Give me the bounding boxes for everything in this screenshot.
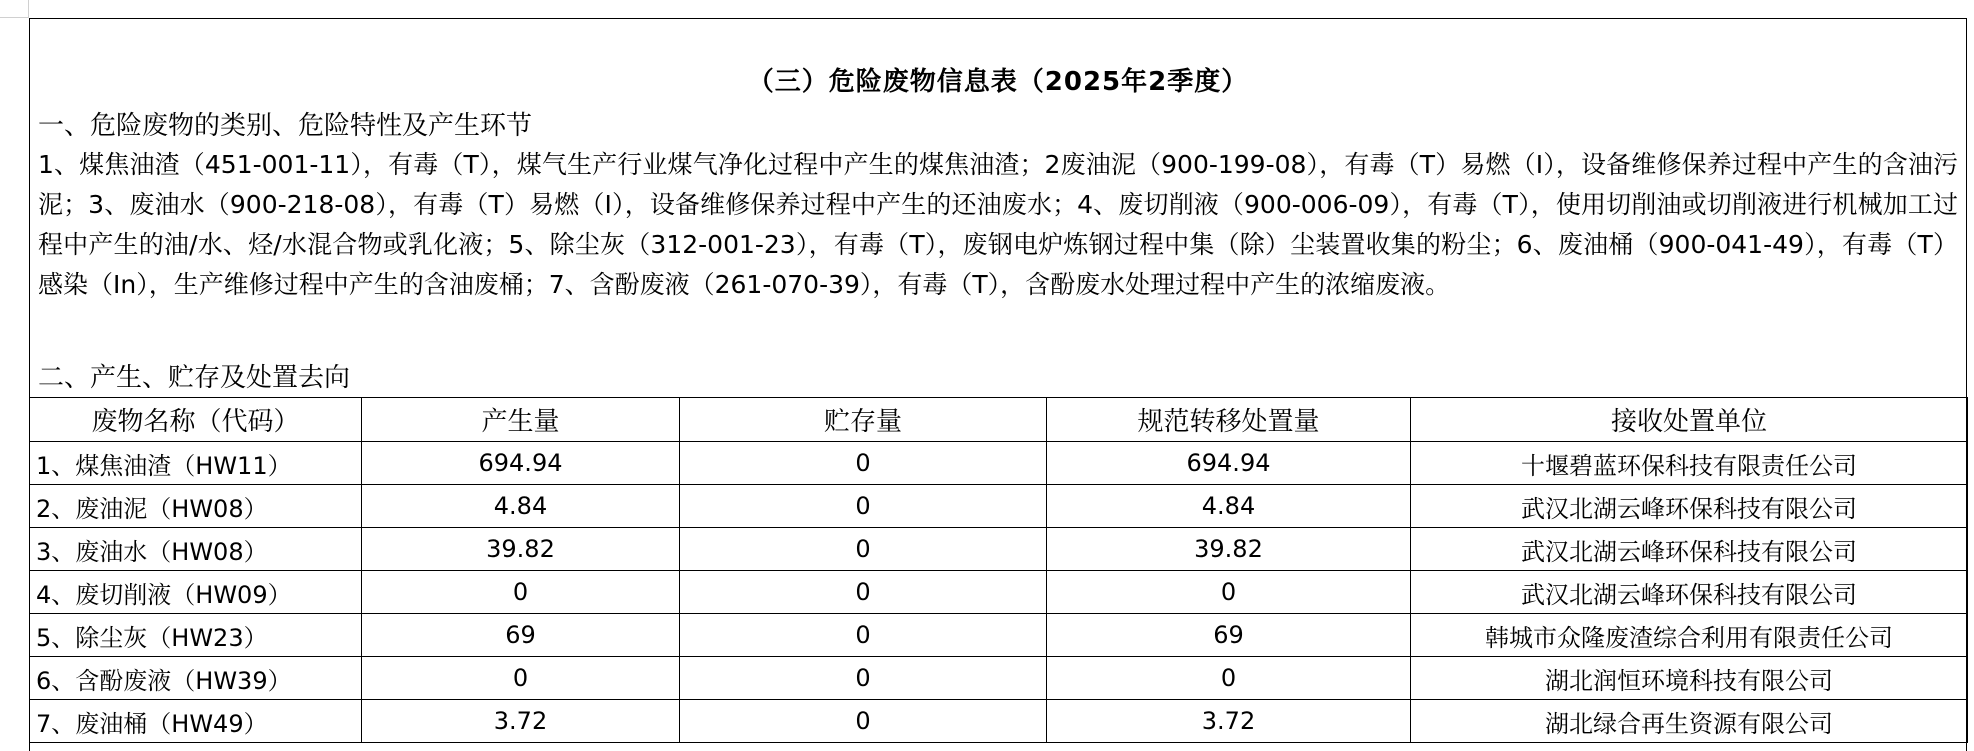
cell-receiver: 十堰碧蓝环保科技有限责任公司 (1411, 442, 1968, 485)
cell-receiver: 韩城市众隆废渣综合利用有限责任公司 (1411, 614, 1968, 657)
table-row (30, 528, 1968, 571)
cell-stored: 0 (680, 700, 1047, 743)
table-row (30, 442, 1968, 485)
cell-stored: 0 (680, 442, 1047, 485)
section-1-heading: 一、危险废物的类别、危险特性及产生环节 (38, 111, 533, 141)
cell-transferred: 69 (1047, 614, 1411, 657)
cell-receiver: 湖北绿合再生资源有限公司 (1411, 700, 1968, 743)
cell-generated: 39.82 (362, 528, 680, 571)
header-transferred: 规范转移处置量 (1047, 398, 1411, 442)
header-stored: 贮存量 (680, 398, 1047, 442)
cell-transferred: 694.94 (1047, 442, 1411, 485)
header-generated: 产生量 (362, 398, 680, 442)
table-row (30, 657, 1968, 700)
cell-waste-name: 2、废油泥（HW08） (30, 485, 362, 528)
cell-stored: 0 (680, 614, 1047, 657)
section-1-paragraph: 1、煤焦油渣（451-001-11），有毒（T），煤气生产行业煤气净化过程中产生的煤焦油渣；2废油泥（900-199-08），有毒（T）易燃（I），设备维修保养过程中产生的含油污泥；3、废油水（900-218-08），有毒（T）易燃（I），设备维修保养过程中产生的还油废水；4、废切削液（900-006-09），有毒（T），使用切削油或切削液进行机械加工过程中产生的油/水、烃/水混合物或乳化液；5、除尘灰（312-001-23），有毒（T），废钢电炉炼钢过程中集（除）尘装置收集的粉尘；6、废油桶（900-041-49），有毒（T）感染（In），生产维修过程中产生的含油废桶；7、含酚废液（261-070-39），有毒（T），含酚废水处理过程中产生的浓缩废液。 (38, 150, 1958, 299)
header-waste-name: 废物名称（代码） (30, 398, 362, 442)
cell-transferred: 3.72 (1047, 700, 1411, 743)
cell-receiver: 湖北润恒环境科技有限公司 (1411, 657, 1968, 700)
page-title: （三）危险废物信息表（2025年2季度） (747, 67, 1249, 97)
cell-waste-name: 1、煤焦油渣（HW11） (30, 442, 362, 485)
cell-generated: 4.84 (362, 485, 680, 528)
cell-receiver: 武汉北湖云峰环保科技有限公司 (1411, 528, 1968, 571)
cell-generated: 0 (362, 571, 680, 614)
cell-waste-name: 3、废油水（HW08） (30, 528, 362, 571)
cell-waste-name: 7、废油桶（HW49） (30, 700, 362, 743)
cell-generated: 0 (362, 657, 680, 700)
table-row (30, 485, 1968, 528)
table-header-row (30, 398, 1968, 442)
cell-generated: 3.72 (362, 700, 680, 743)
document-sheet (29, 18, 1967, 751)
cell-transferred: 39.82 (1047, 528, 1411, 571)
section-2-heading: 二、产生、贮存及处置去向 (38, 363, 351, 393)
table-row (30, 571, 1968, 614)
cell-waste-name: 4、废切削液（HW09） (30, 571, 362, 614)
table-row (30, 614, 1968, 657)
waste-table (29, 397, 1968, 743)
cell-transferred: 0 (1047, 657, 1411, 700)
cell-receiver: 武汉北湖云峰环保科技有限公司 (1411, 485, 1968, 528)
sheet-corner-cell (0, 0, 29, 18)
cell-stored: 0 (680, 657, 1047, 700)
cell-waste-name: 5、除尘灰（HW23） (30, 614, 362, 657)
cell-stored: 0 (680, 528, 1047, 571)
cell-receiver: 武汉北湖云峰环保科技有限公司 (1411, 571, 1968, 614)
cell-transferred: 0 (1047, 571, 1411, 614)
cell-generated: 69 (362, 614, 680, 657)
cell-waste-name: 6、含酚废液（HW39） (30, 657, 362, 700)
cell-transferred: 4.84 (1047, 485, 1411, 528)
cell-stored: 0 (680, 485, 1047, 528)
cell-generated: 694.94 (362, 442, 680, 485)
table-row (30, 700, 1968, 743)
header-receiver: 接收处置单位 (1411, 398, 1968, 442)
cell-stored: 0 (680, 571, 1047, 614)
